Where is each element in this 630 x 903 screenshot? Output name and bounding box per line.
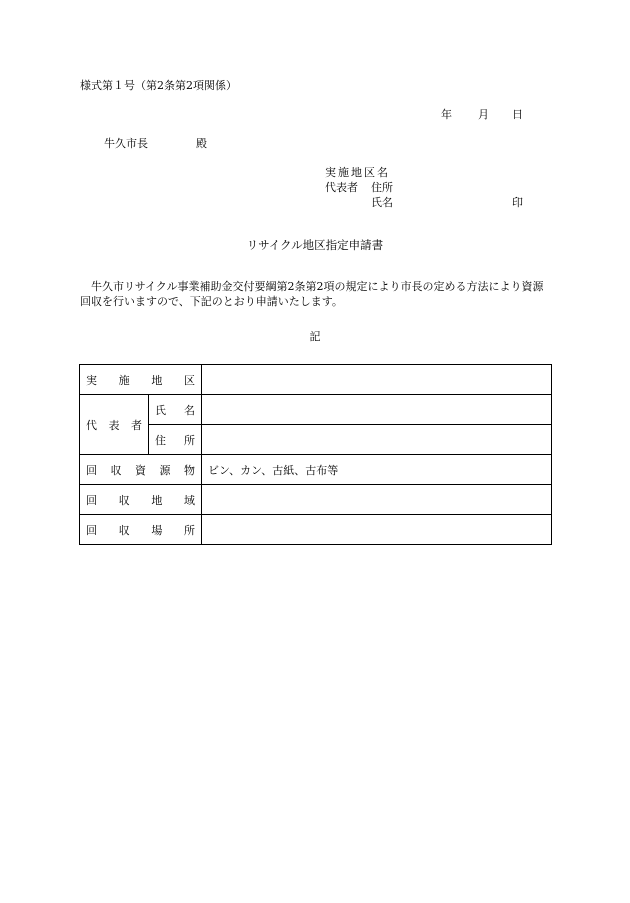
- row-area: [80, 365, 552, 395]
- document-title: リサイクル地区指定申請書: [246, 238, 384, 252]
- row-region: [80, 485, 552, 515]
- date-month-label: 月: [478, 108, 489, 121]
- value-area[interactable]: [202, 365, 552, 395]
- label-char: 実: [86, 373, 97, 387]
- label-char: 源: [159, 463, 171, 477]
- value-resources[interactable]: ビン、カン、古紙、古布等: [202, 455, 552, 485]
- honorific: 殿: [196, 137, 207, 150]
- label-char: 域: [183, 493, 195, 507]
- label-address: [149, 425, 202, 455]
- applicant-name-label: 氏名: [371, 196, 393, 209]
- label-name: [149, 395, 202, 425]
- addressee: 牛久市長: [104, 137, 148, 150]
- label-char: 物: [184, 463, 195, 477]
- application-table: [79, 364, 552, 545]
- label-char: 収: [118, 523, 130, 537]
- form-number: 様式第１号（第2条第2項関係）: [80, 79, 237, 92]
- label-char: 者: [131, 418, 142, 432]
- label-char: 場: [151, 523, 163, 537]
- label-char: 氏: [155, 403, 166, 417]
- row-place: [80, 515, 552, 545]
- row-resources: [80, 455, 552, 485]
- label-char: 回: [86, 463, 97, 477]
- value-address[interactable]: [202, 425, 552, 455]
- label-char: 所: [183, 523, 195, 537]
- label-char: 所: [184, 433, 195, 447]
- body-text: 牛久市リサイクル事業補助金交付要綱第2条第2項の規定により市長の定める方法により資源回収を行いますので、下記のとおり申請いたします。: [80, 280, 544, 308]
- value-place[interactable]: [202, 515, 552, 545]
- label-char: 名: [184, 403, 195, 417]
- label-area: [80, 365, 202, 395]
- label-char: 回: [86, 523, 97, 537]
- label-representative: [80, 395, 149, 455]
- label-char: 地: [151, 373, 163, 387]
- label-char: 住: [155, 433, 166, 447]
- label-char: 収: [118, 493, 130, 507]
- label-char: 地: [151, 493, 163, 507]
- label-place: [80, 515, 202, 545]
- applicant-address-label: 住所: [371, 181, 393, 194]
- ki-heading: 記: [309, 330, 321, 343]
- row-rep-name: [80, 395, 552, 425]
- label-char: 区: [183, 373, 195, 387]
- label-char: 収: [110, 463, 122, 477]
- seal-mark: 印: [512, 196, 523, 209]
- applicant-area-label: 実施地区名: [325, 166, 390, 179]
- label-resources: [80, 455, 202, 485]
- label-char: 資: [135, 463, 146, 477]
- value-region[interactable]: [202, 485, 552, 515]
- label-char: 回: [86, 493, 97, 507]
- date-year-label: 年: [441, 108, 452, 121]
- label-char: 表: [108, 418, 120, 432]
- label-char: 代: [86, 418, 97, 432]
- value-name[interactable]: [202, 395, 552, 425]
- date-day-label: 日: [512, 108, 523, 121]
- applicant-representative-label: 代表者: [325, 181, 358, 194]
- label-region: [80, 485, 202, 515]
- row-rep-address: [80, 425, 552, 455]
- label-char: 施: [118, 373, 130, 387]
